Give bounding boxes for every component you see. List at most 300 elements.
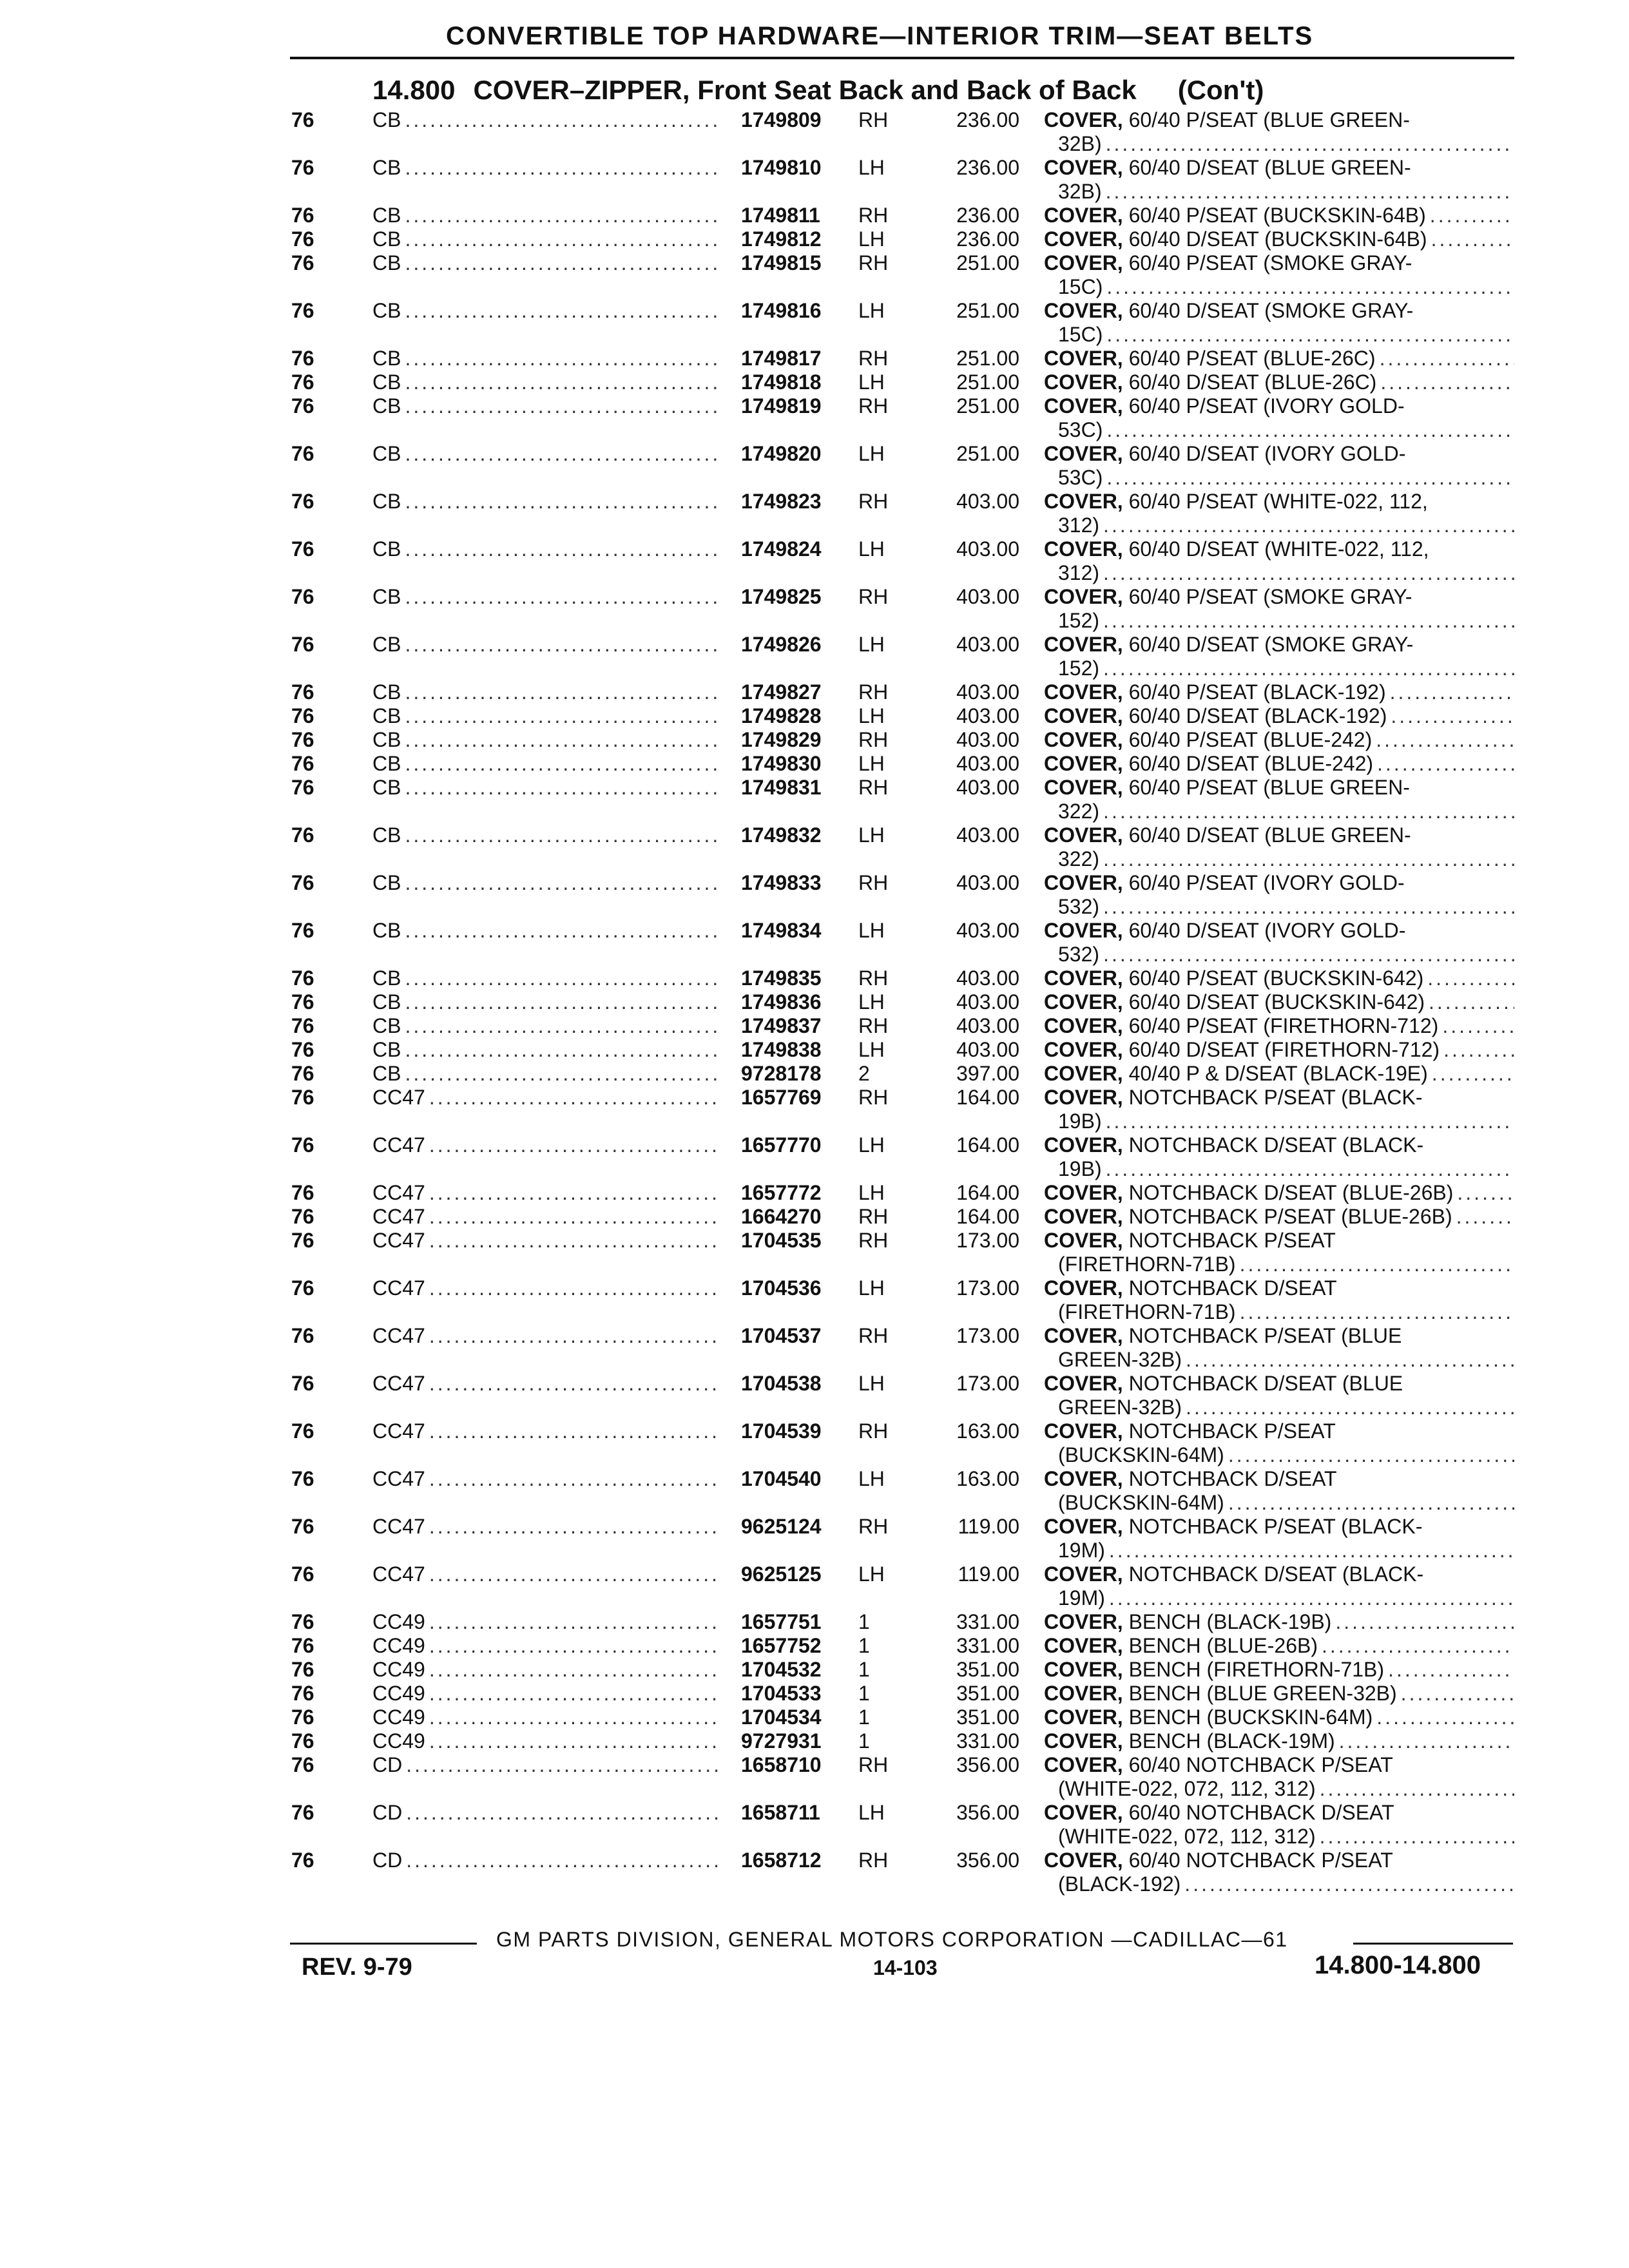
- leader-dots: [429, 1086, 720, 1110]
- description: [1044, 442, 1514, 490]
- leader-dots: [1377, 752, 1514, 776]
- description-text: COVER, 60/40 P/SEAT (WHITE-022, 112,: [1044, 490, 1428, 513]
- description-line-2: [1044, 514, 1514, 537]
- header-rule: [290, 57, 1514, 59]
- leader-dots: [1106, 1110, 1514, 1133]
- leader-dots: [405, 442, 720, 466]
- description: [1044, 776, 1514, 823]
- quantity: LH: [858, 1038, 885, 1061]
- table-row: [0, 442, 1629, 490]
- description: [1044, 823, 1514, 871]
- model-code: [372, 1634, 720, 1658]
- group-number: 76: [291, 1086, 314, 1109]
- description-line: [1044, 1181, 1514, 1205]
- model-code-text: CB: [372, 227, 401, 251]
- leader-dots: [405, 966, 720, 990]
- description-text-continued: 532): [1058, 943, 1100, 966]
- part-number: 1749809: [741, 108, 822, 131]
- description-prefix: COVER,: [1044, 633, 1123, 656]
- model-code-text: CC49: [372, 1610, 425, 1633]
- description-prefix: COVER,: [1044, 442, 1123, 465]
- price: 236.00: [956, 108, 1019, 131]
- description-line-2: [1044, 1825, 1514, 1849]
- description: [1044, 1038, 1514, 1062]
- leader-dots: [1109, 1586, 1514, 1610]
- footer-page-number: 14-103: [873, 1956, 938, 1979]
- group-number: 76: [291, 1682, 314, 1705]
- model-code: [372, 1229, 720, 1253]
- price: 164.00: [956, 1086, 1019, 1109]
- group-number: 76: [291, 585, 314, 608]
- table-row: [0, 394, 1629, 442]
- group-number: 76: [291, 1849, 314, 1872]
- model-code-text: CB: [372, 752, 401, 775]
- leader-dots: [1335, 1610, 1514, 1634]
- quantity: RH: [858, 1086, 889, 1109]
- description-prefix: COVER,: [1044, 1753, 1123, 1776]
- description-prefix: COVER,: [1044, 1682, 1123, 1705]
- description: [1044, 1682, 1514, 1706]
- price: 173.00: [956, 1372, 1019, 1395]
- price: 351.00: [956, 1682, 1019, 1705]
- leader-dots: [429, 1133, 720, 1157]
- leader-dots: [405, 823, 720, 847]
- description: [1044, 156, 1514, 204]
- description-text: COVER, BENCH (FIRETHORN-71B): [1044, 1658, 1385, 1681]
- description-text: COVER, 60/40 D/SEAT (IVORY GOLD-: [1044, 442, 1406, 465]
- model-code: [372, 1062, 720, 1086]
- price: 251.00: [956, 442, 1019, 465]
- description-line-2: [1044, 180, 1514, 204]
- description-line-2: [1044, 1157, 1514, 1181]
- group-number: 76: [291, 1181, 314, 1204]
- description-line: [1044, 1205, 1514, 1229]
- description: [1044, 1562, 1514, 1610]
- model-code-text: CC47: [372, 1205, 425, 1228]
- description-line: [1044, 1014, 1514, 1038]
- description: [1044, 966, 1514, 990]
- model-code-text: CC49: [372, 1634, 425, 1657]
- description-line: [1044, 680, 1514, 704]
- description-line-2: [1044, 657, 1514, 680]
- part-number: 1704533: [741, 1682, 822, 1705]
- description-line-2: [1044, 1110, 1514, 1133]
- leader-dots: [429, 1467, 720, 1491]
- part-number: 1658712: [741, 1849, 822, 1872]
- description-text-continued: 532): [1058, 895, 1100, 918]
- model-code: [372, 752, 720, 776]
- description-line-2: [1044, 1396, 1514, 1419]
- quantity: RH: [858, 1419, 889, 1443]
- model-code-text: CB: [372, 537, 401, 561]
- description-prefix: COVER,: [1044, 1372, 1123, 1395]
- leader-dots: [405, 990, 720, 1014]
- quantity: 1: [858, 1729, 870, 1753]
- price: 251.00: [956, 251, 1019, 274]
- price: 403.00: [956, 823, 1019, 847]
- leader-dots: [429, 1324, 720, 1348]
- description-line: [1044, 919, 1514, 943]
- model-code-text: CC47: [372, 1562, 425, 1586]
- leader-dots: [1109, 1539, 1514, 1562]
- table-row: [0, 633, 1629, 680]
- quantity: LH: [858, 1562, 885, 1586]
- quantity: LH: [858, 704, 885, 727]
- table-row: [0, 251, 1629, 299]
- model-code: [372, 347, 720, 370]
- quantity: LH: [858, 299, 885, 322]
- table-row: [0, 585, 1629, 633]
- price: 331.00: [956, 1610, 1019, 1633]
- leader-dots: [1376, 1706, 1514, 1729]
- description-prefix: COVER,: [1044, 1181, 1123, 1204]
- description-text: COVER, 60/40 NOTCHBACK P/SEAT: [1044, 1753, 1393, 1776]
- table-row: [0, 871, 1629, 919]
- description: [1044, 490, 1514, 537]
- description-line: [1044, 1419, 1514, 1443]
- model-code: [372, 1181, 720, 1205]
- model-code: [372, 251, 720, 275]
- description: [1044, 728, 1514, 752]
- price: 164.00: [956, 1133, 1019, 1157]
- part-number: 1704539: [741, 1419, 822, 1443]
- description-prefix: COVER,: [1044, 1086, 1123, 1109]
- part-number: 1749829: [741, 728, 822, 751]
- leader-dots: [405, 585, 720, 609]
- group-number: 76: [291, 919, 314, 942]
- leader-dots: [1106, 466, 1514, 490]
- quantity: 1: [858, 1658, 870, 1681]
- description: [1044, 1419, 1514, 1467]
- leader-dots: [405, 370, 720, 394]
- model-code-text: CD: [372, 1753, 403, 1776]
- description-line-2: [1044, 1491, 1514, 1515]
- description-text-continued: 53C): [1058, 466, 1103, 489]
- model-code: [372, 1467, 720, 1491]
- price: 164.00: [956, 1181, 1019, 1204]
- leader-dots: [429, 1658, 720, 1682]
- description: [1044, 204, 1514, 227]
- quantity: LH: [858, 1276, 885, 1300]
- model-code-text: CB: [372, 1062, 401, 1085]
- table-row: [0, 299, 1629, 347]
- part-number: 1749819: [741, 394, 822, 418]
- model-code: [372, 537, 720, 561]
- model-code: [372, 776, 720, 800]
- description: [1044, 227, 1514, 251]
- description-prefix: COVER,: [1044, 1706, 1123, 1729]
- model-code: [372, 299, 720, 323]
- leader-dots: [429, 1205, 720, 1229]
- description-line: [1044, 1849, 1514, 1872]
- leader-dots: [429, 1419, 720, 1443]
- table-row: [0, 752, 1629, 776]
- description-text: COVER, 60/40 P/SEAT (BLUE GREEN-: [1044, 776, 1410, 799]
- description-prefix: COVER,: [1044, 1515, 1123, 1538]
- model-code-text: CC49: [372, 1706, 425, 1729]
- description-text-continued: 53C): [1058, 418, 1103, 441]
- table-row: [0, 1038, 1629, 1062]
- model-code: [372, 1515, 720, 1539]
- leader-dots: [1106, 1157, 1514, 1181]
- model-code-text: CB: [372, 251, 401, 274]
- description-prefix: COVER,: [1044, 156, 1123, 179]
- table-row: [0, 1849, 1629, 1896]
- price: 163.00: [956, 1467, 1019, 1490]
- leader-dots: [429, 1372, 720, 1396]
- quantity: LH: [858, 442, 885, 465]
- group-number: 76: [291, 704, 314, 727]
- model-code-text: CC49: [372, 1658, 425, 1681]
- group-number: 76: [291, 1634, 314, 1657]
- description-prefix: COVER,: [1044, 966, 1123, 990]
- table-row: [0, 227, 1629, 251]
- part-number: 1749827: [741, 680, 822, 704]
- part-number: 1749836: [741, 990, 822, 1014]
- description-text: COVER, 60/40 D/SEAT (BLUE-26C): [1044, 370, 1377, 394]
- model-code: [372, 1562, 720, 1586]
- footer-corporation: GM PARTS DIVISION, GENERAL MOTORS CORPORATION —CADILLAC—61: [496, 1928, 1288, 1951]
- group-number: 76: [291, 728, 314, 751]
- quantity: LH: [858, 823, 885, 847]
- group-number: 76: [291, 1658, 314, 1681]
- description-text: COVER, 60/40 P/SEAT (FIRETHORN-712): [1044, 1014, 1439, 1037]
- table-row: [0, 370, 1629, 394]
- description-text-continued: (FIRETHORN-71B): [1058, 1253, 1236, 1276]
- model-code: [372, 966, 720, 990]
- quantity: LH: [858, 370, 885, 394]
- price: 403.00: [956, 537, 1019, 561]
- model-code-text: CC47: [372, 1229, 425, 1252]
- group-number: 76: [291, 1229, 314, 1252]
- description-text-continued: 32B): [1058, 180, 1102, 203]
- leader-dots: [1106, 132, 1514, 156]
- description-text: COVER, 60/40 D/SEAT (BUCKSKIN-642): [1044, 990, 1425, 1014]
- table-row: [0, 1419, 1629, 1467]
- description-text: COVER, NOTCHBACK D/SEAT: [1044, 1467, 1337, 1490]
- part-number: 1704534: [741, 1706, 822, 1729]
- leader-dots: [1103, 514, 1514, 537]
- description-line-2: [1044, 943, 1514, 966]
- description-line: [1044, 1729, 1514, 1753]
- price: 356.00: [956, 1753, 1019, 1776]
- description-line: [1044, 990, 1514, 1014]
- part-number: 9727931: [741, 1729, 822, 1753]
- table-row: [0, 204, 1629, 227]
- leader-dots: [1103, 943, 1514, 966]
- description-line: [1044, 1562, 1514, 1586]
- description-line-2: [1044, 561, 1514, 585]
- table-row: [0, 776, 1629, 823]
- description-prefix: COVER,: [1044, 704, 1123, 727]
- leader-dots: [1401, 1682, 1514, 1706]
- model-code-text: CB: [372, 370, 401, 394]
- description-line-2: [1044, 1348, 1514, 1372]
- description-line-2: [1044, 466, 1514, 490]
- model-code-text: CB: [372, 871, 401, 894]
- model-code-text: CB: [372, 680, 401, 704]
- leader-dots: [405, 680, 720, 704]
- price: 173.00: [956, 1324, 1019, 1347]
- price: 403.00: [956, 704, 1019, 727]
- description-line: [1044, 1086, 1514, 1110]
- description-prefix: COVER,: [1044, 1610, 1123, 1633]
- description-prefix: COVER,: [1044, 1467, 1123, 1490]
- description: [1044, 537, 1514, 585]
- model-code-text: CB: [372, 633, 401, 656]
- description-prefix: COVER,: [1044, 227, 1123, 251]
- quantity: LH: [858, 1133, 885, 1157]
- description-text-continued: 19B): [1058, 1157, 1102, 1180]
- description-text-continued: 322): [1058, 847, 1100, 870]
- description: [1044, 871, 1514, 919]
- section-number: 14.800: [372, 75, 456, 105]
- leader-dots: [1431, 227, 1514, 251]
- leader-dots: [1240, 1253, 1514, 1276]
- model-code: [372, 585, 720, 609]
- model-code-text: CB: [372, 704, 401, 727]
- leader-dots: [1106, 418, 1514, 442]
- table-row: [0, 823, 1629, 871]
- leader-dots: [429, 1706, 720, 1729]
- description-prefix: COVER,: [1044, 204, 1123, 227]
- model-code-text: CB: [372, 204, 401, 227]
- model-code: [372, 1849, 720, 1872]
- quantity: 1: [858, 1706, 870, 1729]
- price: 403.00: [956, 490, 1019, 513]
- description-text: COVER, 60/40 P/SEAT (IVORY GOLD-: [1044, 394, 1405, 418]
- description-line-2: [1044, 609, 1514, 633]
- table-row: [0, 347, 1629, 370]
- group-number: 76: [291, 227, 314, 251]
- model-code: [372, 1682, 720, 1706]
- leader-dots: [1457, 1181, 1514, 1205]
- model-code-text: CD: [372, 1801, 403, 1824]
- description: [1044, 299, 1514, 347]
- description-line-2: [1044, 1586, 1514, 1610]
- quantity: RH: [858, 347, 889, 370]
- description: [1044, 1610, 1514, 1634]
- quantity: RH: [858, 490, 889, 513]
- leader-dots: [405, 108, 720, 132]
- description-text: COVER, 60/40 D/SEAT (BLUE GREEN-: [1044, 156, 1411, 179]
- quantity: RH: [858, 1515, 889, 1538]
- leader-dots: [1427, 966, 1514, 990]
- description-line: [1044, 776, 1514, 800]
- quantity: RH: [858, 966, 889, 990]
- description-line: [1044, 871, 1514, 895]
- quantity: RH: [858, 394, 889, 418]
- description-line: [1044, 347, 1514, 370]
- part-number: 1749817: [741, 347, 822, 370]
- leader-dots: [1339, 1729, 1514, 1753]
- model-code-text: CB: [372, 919, 401, 942]
- part-number: 1658710: [741, 1753, 822, 1776]
- group-number: 76: [291, 204, 314, 227]
- part-number: 1704536: [741, 1276, 822, 1300]
- description-text: COVER, NOTCHBACK D/SEAT: [1044, 1276, 1337, 1300]
- description-line: [1044, 1515, 1514, 1539]
- part-number: 1704540: [741, 1467, 822, 1490]
- description: [1044, 919, 1514, 966]
- description-line: [1044, 1801, 1514, 1825]
- description-text-continued: (WHITE-022, 072, 112, 312): [1058, 1825, 1316, 1848]
- table-row: [0, 990, 1629, 1014]
- quantity: LH: [858, 537, 885, 561]
- description-line: [1044, 585, 1514, 609]
- leader-dots: [405, 871, 720, 895]
- model-code-text: CC47: [372, 1324, 425, 1347]
- description: [1044, 370, 1514, 394]
- leader-dots: [1103, 609, 1514, 633]
- model-code-text: CC47: [372, 1086, 425, 1109]
- model-code: [372, 704, 720, 728]
- leader-dots: [1106, 323, 1514, 347]
- description-text-continued: 32B): [1058, 132, 1102, 155]
- table-row: [0, 1610, 1629, 1634]
- table-row: [0, 1467, 1629, 1515]
- model-code: [372, 156, 720, 180]
- table-row: [0, 966, 1629, 990]
- price: 403.00: [956, 728, 1019, 751]
- description-prefix: COVER,: [1044, 1038, 1123, 1061]
- table-row: [0, 1562, 1629, 1610]
- price: 119.00: [958, 1515, 1019, 1538]
- description: [1044, 752, 1514, 776]
- table-row: [0, 1062, 1629, 1086]
- model-code: [372, 919, 720, 943]
- group-number: 76: [291, 633, 314, 656]
- description-text-continued: GREEN-32B): [1058, 1396, 1182, 1419]
- leader-dots: [1376, 728, 1514, 752]
- section-continued: (Con't): [1177, 75, 1264, 105]
- description-line-2: [1044, 418, 1514, 442]
- description-text: COVER, 60/40 P/SEAT (BLUE GREEN-: [1044, 108, 1410, 131]
- leader-dots: [1320, 1777, 1514, 1801]
- quantity: RH: [858, 871, 889, 894]
- leader-dots: [429, 1276, 720, 1300]
- quantity: 1: [858, 1634, 870, 1657]
- leader-dots: [429, 1181, 720, 1205]
- description-prefix: COVER,: [1044, 347, 1123, 370]
- description: [1044, 394, 1514, 442]
- model-code-text: CB: [372, 966, 401, 990]
- quantity: LH: [858, 752, 885, 775]
- part-number: 1749820: [741, 442, 822, 465]
- table-row: [0, 704, 1629, 728]
- description-text: COVER, NOTCHBACK P/SEAT (BLACK-: [1044, 1086, 1423, 1109]
- description-line-2: [1044, 1443, 1514, 1467]
- part-number: 1657752: [741, 1634, 822, 1657]
- quantity: RH: [858, 204, 889, 227]
- leader-dots: [1186, 1348, 1514, 1372]
- model-code: [372, 990, 720, 1014]
- leader-dots: [405, 227, 720, 251]
- leader-dots: [429, 1515, 720, 1539]
- quantity: LH: [858, 990, 885, 1014]
- price: 356.00: [956, 1849, 1019, 1872]
- table-row: [0, 919, 1629, 966]
- description: [1044, 1229, 1514, 1276]
- price: 251.00: [956, 370, 1019, 394]
- description-line: [1044, 966, 1514, 990]
- model-code-text: CB: [372, 776, 401, 799]
- price: 236.00: [956, 204, 1019, 227]
- quantity: RH: [858, 1205, 889, 1228]
- leader-dots: [405, 204, 720, 227]
- description-prefix: COVER,: [1044, 919, 1123, 942]
- description-prefix: COVER,: [1044, 871, 1123, 894]
